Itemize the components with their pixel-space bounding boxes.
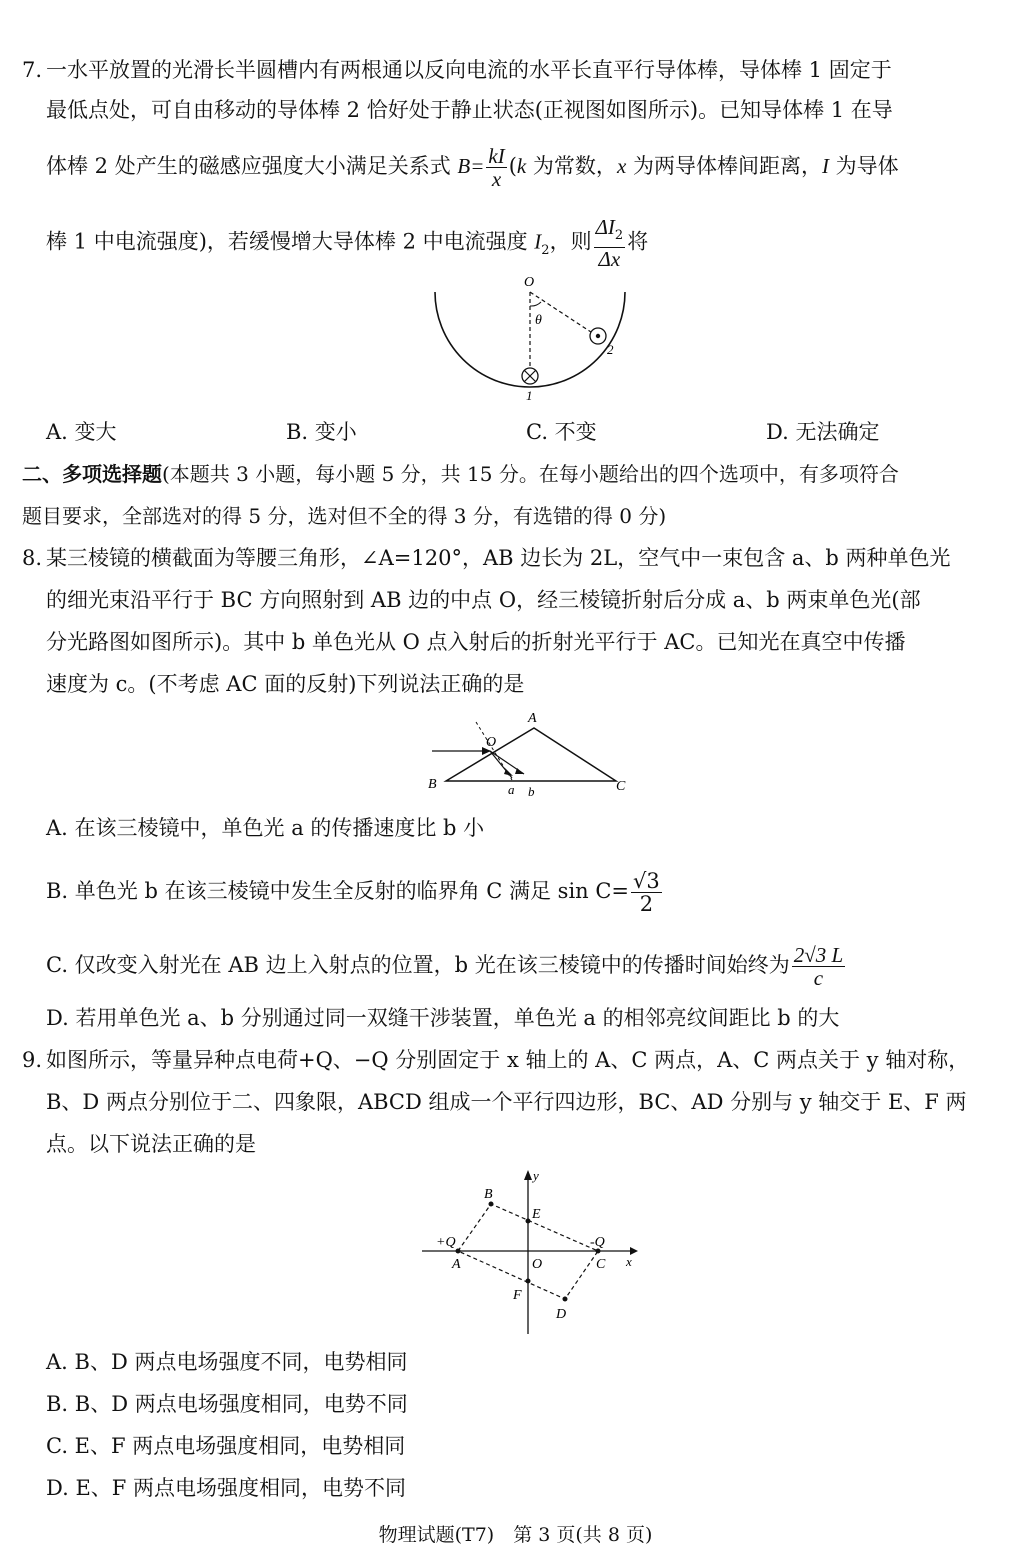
semicircle-trough-figure xyxy=(425,270,635,405)
point-E xyxy=(526,1219,531,1224)
question-number: 9. xyxy=(22,1048,43,1072)
option-C[interactable]: C. 仅改变入射光在 AB 边上入射点的位置，b 光在该三棱镜中的传播时间始终为 $\frac{2√3 L}{c}$ xyxy=(46,943,844,990)
option-A[interactable]: A. 在该三棱镜中，单色光 a 的传播速度比 b 小 xyxy=(46,816,485,840)
page-footer: 物理试题(T7) 第 3 页(共 8 页) xyxy=(378,1524,653,1546)
option-B[interactable]: B. B、D 两点电场强度相同，电势不同 xyxy=(46,1392,408,1416)
point-F xyxy=(526,1279,531,1284)
label-B: B xyxy=(428,777,437,792)
question-number: 7. xyxy=(22,58,43,82)
option-C[interactable]: C. 不变 xyxy=(526,420,597,444)
formula-fraction: $\frac{2√3 L}{c}$ xyxy=(793,943,844,990)
label-rod-2: 2 xyxy=(607,342,614,357)
label-b: b xyxy=(528,784,535,799)
question-text-line: 点。以下说法正确的是 xyxy=(46,1132,256,1156)
label-O: O xyxy=(486,735,497,750)
label-a: a xyxy=(508,782,515,797)
section-description: (本题共 3 小题，每小题 5 分，共 15 分。在每小题给出的四个选项中，有多项符合 xyxy=(162,462,899,486)
label-theta: θ xyxy=(535,313,542,328)
option-D[interactable]: D. 无法确定 xyxy=(766,420,880,444)
prism-triangle xyxy=(446,728,616,781)
question-text-line: 一水平放置的光滑长半圆槽内有两根通以反向电流的水平长直平行导体棒，导体棒 1 固定于 xyxy=(46,58,892,82)
label-A: A xyxy=(528,711,537,726)
question-text-line: 分光路图如图所示)。其中 b 单色光从 O 点入射后的折射光平行于 AC。已知光在真空中传播 xyxy=(46,630,906,654)
question-text-line: 棒 1 中电流强度)，若缓慢增大导体棒 2 中电流强度 $I_2$，则 $\frac{\Delta I_2}{\Delta x}$ 将 xyxy=(46,215,649,272)
label-C: C xyxy=(596,1257,606,1272)
label-F: F xyxy=(513,1288,522,1303)
question-text-line: 最低点处，可自由移动的导体棒 2 恰好处于静止状态(正视图如图所示)。已知导体棒 1 在导 xyxy=(46,98,893,122)
label-D: D xyxy=(556,1307,567,1322)
option-B[interactable]: B. 单色光 b 在该三棱镜中发生全反射的临界角 C 满足 sin C= $\frac{√3}{2}$ xyxy=(46,869,660,916)
charge-parallelogram-figure xyxy=(418,1166,648,1338)
formula-fraction: $\frac{\Delta I_2}{\Delta x}$ xyxy=(595,215,624,272)
prism-figure xyxy=(420,708,640,800)
section-title: 二、多项选择题 xyxy=(22,462,162,486)
question-text-line: 体棒 2 处产生的磁感应强度大小满足关系式 B= $\frac{kI}{x}$ (k 为常数，x 为两导体棒间距离，I 为导体 xyxy=(46,144,899,191)
option-C[interactable]: C. E、F 两点电场强度相同，电势相同 xyxy=(46,1434,406,1458)
question-text-line: 某三棱镜的横截面为等腰三角形，∠A=120°，AB 边长为 2L，空气中一束包含 a、b 两种单色光 xyxy=(46,546,951,570)
question-text-line: 的细光束沿平行于 BC 方向照射到 AB 边的中点 O，经三棱镜折射后分成 a、b 两束单色光(部 xyxy=(46,588,921,612)
label-plus-Q: +Q xyxy=(436,1235,456,1250)
question-text-line: B、D 两点分别位于二、四象限，ABCD 组成一个平行四边形，BC、AD 分别与 y 轴交于 E、F 两 xyxy=(46,1090,967,1114)
label-O: O xyxy=(532,1257,543,1272)
option-D[interactable]: D. E、F 两点电场强度相同，电势不同 xyxy=(46,1476,407,1500)
label-O: O xyxy=(524,275,535,290)
label-minus-Q: -Q xyxy=(590,1235,605,1250)
option-A[interactable]: A. 变大 xyxy=(46,420,117,444)
question-text-line: 如图所示，等量异种点电荷+Q、−Q 分别固定于 x 轴上的 A、C 两点，A、C 两点关于 y 轴对称， xyxy=(46,1048,970,1072)
option-B[interactable]: B. 变小 xyxy=(286,420,357,444)
label-B: B xyxy=(484,1187,493,1202)
point-D xyxy=(563,1297,568,1302)
question-number: 8. xyxy=(22,546,43,570)
label-E: E xyxy=(532,1207,541,1222)
label-C: C xyxy=(616,779,626,794)
option-A[interactable]: A. B、D 两点电场强度不同，电势相同 xyxy=(46,1350,408,1374)
point-B xyxy=(489,1202,494,1207)
label-y: y xyxy=(533,1168,539,1183)
label-x: x xyxy=(626,1254,632,1269)
point-A xyxy=(456,1249,461,1254)
label-rod-1: 1 xyxy=(526,388,533,403)
option-D[interactable]: D. 若用单色光 a、b 分别通过同一双缝干涉装置，单色光 a 的相邻亮纹间距比 b 的大 xyxy=(46,1006,840,1030)
formula-fraction: $\frac{kI}{x}$ xyxy=(488,144,505,191)
formula-fraction: $\frac{√3}{2}$ xyxy=(633,869,660,916)
section-description: 题目要求，全部选对的得 5 分，选对但不全的得 3 分，有选错的得 0 分) xyxy=(22,504,667,528)
question-text-line: 速度为 c。(不考虑 AC 面的反射)下列说法正确的是 xyxy=(46,672,525,696)
label-A: A xyxy=(452,1257,461,1272)
